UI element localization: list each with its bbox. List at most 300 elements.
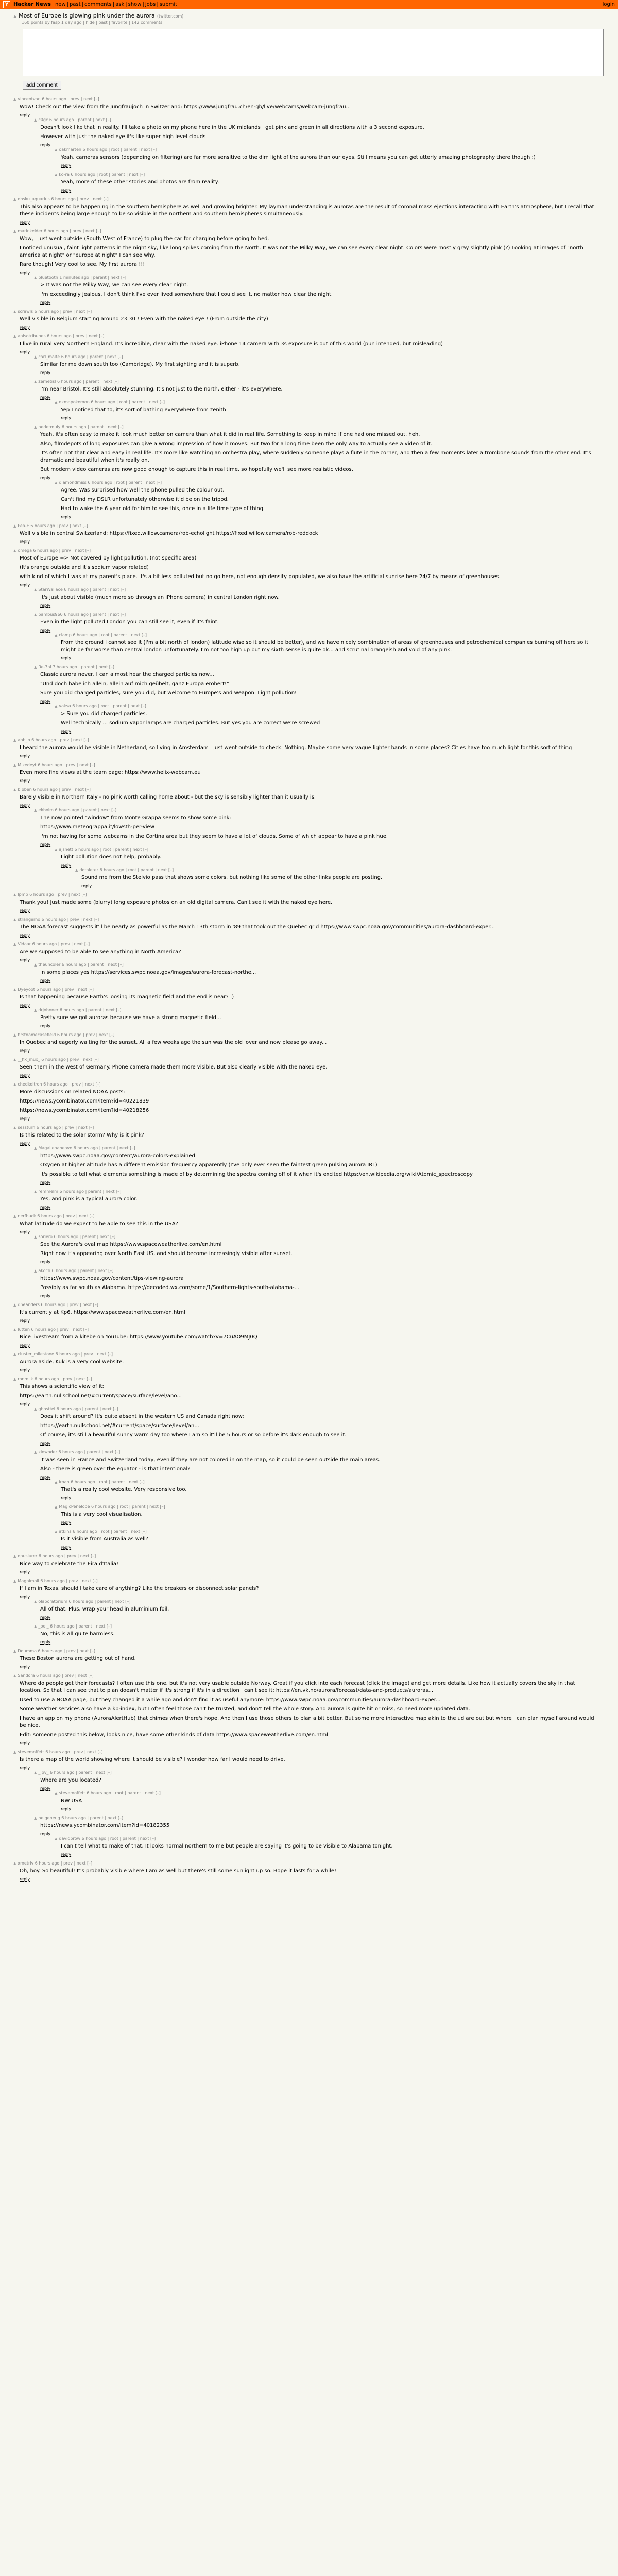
comment-paragraph: Of course, it's still a beautiful sunny warm day too where I am so it'll be 5 hours or so before it's dark enough to see it. (40, 1432, 347, 1438)
reply-link[interactable]: reply (61, 515, 72, 519)
upvote-arrow-icon[interactable]: ▲ (13, 14, 17, 19)
comment-meta[interactable]: __fix_mux_ 6 hours ago | prev | next [–] (18, 1057, 99, 1062)
upvote-arrow-icon[interactable]: ▲ (55, 704, 58, 708)
comment-paragraph: It's just about visible (much more so through an iPhone camera) in central London right now. (40, 595, 280, 600)
comment (55, 1529, 595, 1550)
comment-meta[interactable]: anisotribunes 6 hours ago | prev | next [–] (18, 334, 105, 338)
comment-paragraph[interactable]: Well visible in central Switzerland: https://fixed.willow.camera/rob-echolight https://fixed.willow.camera/rob-reddock (20, 531, 318, 536)
comment-header (55, 147, 595, 152)
upvote-arrow-icon[interactable]: ▲ (34, 1234, 37, 1239)
comment-paragraph: Had to wake the 6 year old for him to see this, once in a life time type of thing (61, 506, 264, 512)
add-comment-button[interactable]: add comment (23, 81, 61, 90)
comment-meta[interactable]: soriero 6 hours ago | parent | next [–] (38, 1234, 116, 1239)
upvote-arrow-icon[interactable]: ▲ (13, 892, 16, 897)
comment-textarea[interactable] (23, 29, 604, 76)
comment (13, 762, 595, 783)
reply-link[interactable]: reply (20, 1877, 30, 1882)
comment-header (34, 1268, 595, 1273)
comment-meta[interactable]: _ipv_ 6 hours ago | parent | next [–] (38, 1770, 112, 1775)
reply-link[interactable]: reply (20, 113, 30, 117)
comment-paragraph[interactable]: Nice livestream from a kitebe on YouTube: https://www.youtube.com/watch?v=7CuAO9MJ0Q (20, 1334, 258, 1340)
comment-body (40, 1275, 595, 1292)
comment-header (55, 1504, 595, 1509)
nav-link-new[interactable]: new (55, 2, 66, 7)
upvote-arrow-icon[interactable]: ▲ (34, 1406, 37, 1411)
comment-body (20, 948, 595, 956)
comment-meta[interactable]: Pea-E 6 hours ago | prev | next [–] (18, 523, 88, 528)
reply-link[interactable]: reply (20, 1766, 30, 1770)
reply-link[interactable]: reply (40, 1180, 51, 1185)
comment-paragraph[interactable]: https://earth.nullschool.net/#current/space/surface/level/ano... (20, 1393, 182, 1399)
upvote-arrow-icon[interactable]: ▲ (13, 987, 16, 992)
comment-meta[interactable]: remmelm 6 hours ago | parent | next [–] (38, 1189, 122, 1194)
upvote-arrow-icon[interactable]: ▲ (13, 1673, 16, 1678)
comment-meta[interactable]: c0gc 6 hours ago | parent | next [–] (38, 117, 111, 122)
comment-meta[interactable]: zernetisl 6 hours ago | parent | next [–] (38, 379, 119, 384)
upvote-arrow-icon[interactable]: ▲ (13, 762, 16, 767)
upvote-arrow-icon[interactable]: ▲ (34, 354, 37, 359)
comment-header (13, 1554, 595, 1558)
comment-paragraph: Agree. Was surprised how well the phone pulled the colour out. (61, 487, 225, 493)
comment-paragraph: If I am in Texas, should I take care of anything? Like the breakers or disconnect solar panels? (20, 1586, 259, 1591)
comment-paragraph: Oh, boy. So beautiful! It's probably visible where I am as well but there's still some sunlight up so. Hope it lasts for a while! (20, 1868, 336, 1874)
comment-body (61, 639, 595, 654)
comment-paragraph[interactable]: Where do people get their forecasts? I often use this one, but it's not very usable outside Norway. Great if you click into each forecast (click the image) and get more details. Like how it actually covers the sky in that location. So that I can see that to plan doesn't matter if it's strong if it's in a direction I can't see it: https://en.vk.no/aurora/forecast/data-and-products/auroras... (20, 1681, 575, 1693)
reply-link[interactable]: reply (40, 476, 51, 480)
reply-link[interactable]: reply (20, 1595, 30, 1599)
nav-separator: | (125, 2, 127, 7)
reply-link[interactable]: reply (20, 803, 30, 808)
nav-link-comments[interactable]: comments (84, 2, 112, 7)
upvote-arrow-icon[interactable]: ▲ (34, 1599, 37, 1604)
upvote-arrow-icon[interactable]: ▲ (34, 425, 37, 429)
upvote-arrow-icon[interactable]: ▲ (34, 962, 37, 967)
upvote-arrow-icon[interactable]: ▲ (34, 1624, 37, 1629)
reply-link[interactable]: reply (40, 628, 51, 633)
upvote-arrow-icon[interactable]: ▲ (13, 787, 16, 792)
reply-link[interactable]: reply (20, 1073, 30, 1078)
reply-link[interactable]: reply (61, 1520, 72, 1525)
comment-header (13, 787, 595, 792)
comment-meta[interactable]: obsku_aquarius 6 hours ago | prev | next [–] (18, 197, 109, 201)
reply-link[interactable]: reply (40, 842, 51, 847)
comment-meta[interactable]: ghosttel 6 hours ago | parent | next [–] (38, 1406, 118, 1411)
comment-body (61, 1798, 595, 1805)
upvote-arrow-icon[interactable]: ▲ (13, 197, 16, 201)
nav-link-past[interactable]: past (70, 2, 81, 7)
nav-link-submit[interactable]: submit (159, 2, 178, 7)
comment-meta[interactable]: Re-3al 7 hours ago | parent | next [–] (38, 665, 114, 669)
upvote-arrow-icon[interactable]: ▲ (13, 97, 16, 101)
upvote-arrow-icon[interactable]: ▲ (13, 334, 16, 338)
comment (34, 1450, 595, 1550)
comment-paragraph[interactable]: https://www.swpc.noaa.gov/content/tips-viewing-aurora (40, 1276, 184, 1281)
upvote-arrow-icon[interactable]: ▲ (13, 1032, 16, 1037)
reply-link[interactable]: reply (61, 656, 72, 660)
comment-meta[interactable]: oakmarten 6 hours ago | root | parent | next [–] (59, 147, 157, 152)
comment-body (61, 1536, 595, 1543)
comment-paragraph: Yeah, it's often easy to make it look much better on camera than what it did in real life. Something to keep in mind if one had one missed out, heh. (40, 432, 420, 437)
reply-link[interactable]: reply (20, 1402, 30, 1406)
reply-link[interactable]: reply (40, 1786, 51, 1791)
comment-paragraph[interactable]: It's possible to tell what elements something is made of by determining the spectra coming off of it when it's excited https://en.wikipedia.org/wiki/Atomic_spectroscopy (40, 1172, 473, 1177)
site-name-link[interactable]: Hacker News (13, 2, 51, 7)
reply-link[interactable]: reply (20, 583, 30, 587)
upvote-arrow-icon[interactable]: ▲ (55, 633, 58, 637)
comment-meta[interactable]: nerfbuck 6 hours ago | prev | next [–] (18, 1214, 95, 1218)
comment-meta[interactable]: atkins 6 hours ago | root | parent | next [–] (59, 1529, 147, 1534)
story-domain-link[interactable]: (twitter.com) (157, 14, 184, 19)
comment-meta[interactable]: Mikedeyt 6 hours ago | prev | next [–] (18, 762, 95, 767)
upvote-arrow-icon[interactable]: ▲ (34, 1008, 37, 1012)
upvote-arrow-icon[interactable]: ▲ (34, 587, 37, 592)
comment-meta[interactable]: firstnamecasefield 6 hours ago | prev | next [–] (18, 1032, 115, 1037)
comment-meta[interactable]: _pei_ 6 hours ago | parent | next [–] (38, 1624, 112, 1629)
upvote-arrow-icon[interactable]: ▲ (34, 808, 37, 812)
comment-meta[interactable]: marinkelder 6 hours ago | prev | next [–] (18, 229, 101, 233)
upvote-arrow-icon[interactable]: ▲ (34, 379, 37, 384)
comment-meta[interactable]: diamondmiss 6 hours ago | root | parent | next [–] (59, 480, 162, 485)
comment-header (55, 1529, 595, 1534)
comment-paragraph[interactable]: Wow! Check out the view from the Jungfraujoch in Switzerland: https://www.jungfrau.ch/en-gb/live/webcams/webcam-jungfrau... (20, 104, 351, 110)
upvote-arrow-icon[interactable]: ▲ (34, 275, 37, 280)
comment-paragraph[interactable]: https://news.ycombinator.com/item?id=40221839 (20, 1098, 149, 1104)
upvote-arrow-icon[interactable]: ▲ (55, 172, 58, 177)
reply-link[interactable]: reply (61, 163, 72, 168)
upvote-arrow-icon[interactable]: ▲ (13, 1352, 16, 1357)
comment-paragraph[interactable]: Possibly as far south as Alabama. https://decoded.wx.com/some/1/Southern-lights-south-alabama-... (40, 1285, 300, 1291)
comment-body (40, 1241, 595, 1258)
comment-meta[interactable]: StarWallace 6 hours ago | parent | next [–] (38, 587, 126, 592)
reply-link[interactable]: reply (20, 778, 30, 783)
reply-link[interactable]: reply (40, 1294, 51, 1298)
comment (34, 1268, 595, 1298)
reply-link[interactable]: reply (61, 416, 72, 420)
reply-link[interactable]: reply (61, 1852, 72, 1857)
comment-meta[interactable]: davidbrow 6 hours ago | root | parent | next [–] (59, 1836, 156, 1841)
comment-paragraph: I noticed unusual, faint light patterns in the night sky, like long spikes coming from the North. It was not the Milky Way, we can see every clear night. Colors were mostly gray slightly pink (?) Looking at images of "north america at night" or "europe at night" I can see why. (20, 245, 583, 258)
reply-link[interactable]: reply (40, 1475, 51, 1480)
upvote-arrow-icon[interactable]: ▲ (13, 1554, 16, 1558)
comment-paragraph[interactable]: Even more fine views at the team page: https://www.helix-webcam.eu (20, 770, 201, 775)
upvote-arrow-icon[interactable]: ▲ (13, 1125, 16, 1130)
reply-link[interactable]: reply (40, 300, 51, 305)
comment-replies (34, 1234, 595, 1298)
comment-meta[interactable]: strangerno 6 hours ago | prev | next [–] (18, 917, 99, 922)
reply-link[interactable]: reply (20, 1048, 30, 1053)
comment (13, 1861, 595, 1882)
upvote-arrow-icon[interactable]: ▲ (55, 1480, 58, 1484)
upvote-arrow-icon[interactable]: ▲ (55, 400, 58, 404)
comment-header (13, 334, 595, 338)
reply-link[interactable]: reply (40, 978, 51, 983)
story-title-link[interactable]: Most of Europe is glowing pink under the aurora (19, 12, 155, 19)
reply-link[interactable]: reply (40, 1615, 51, 1620)
reply-link[interactable]: reply (40, 143, 51, 147)
comment-body (61, 1843, 595, 1850)
reply-link[interactable]: reply (40, 1205, 51, 1210)
upvote-arrow-icon[interactable]: ▲ (34, 612, 37, 617)
reply-link[interactable]: reply (40, 1640, 51, 1645)
comment-body (40, 1014, 595, 1022)
reply-link[interactable]: reply (20, 1003, 30, 1008)
reply-link[interactable]: reply (81, 884, 92, 888)
comment-header (13, 1302, 595, 1307)
upvote-arrow-icon[interactable]: ▲ (34, 1770, 37, 1775)
reply-link[interactable]: reply (20, 754, 30, 758)
reply-link[interactable]: reply (40, 699, 51, 704)
reply-link[interactable]: reply (20, 933, 30, 938)
upvote-arrow-icon[interactable]: ▲ (55, 1791, 58, 1795)
comment-meta[interactable]: cluster_milestone 6 hours ago | prev | next [–] (18, 1352, 113, 1357)
comment-body (40, 1413, 595, 1439)
upvote-arrow-icon[interactable]: ▲ (13, 1302, 16, 1307)
reply-link[interactable]: reply (20, 1570, 30, 1574)
comment-meta[interactable]: opuslurer 6 hours ago | prev | next [–] (18, 1554, 96, 1558)
comment-meta[interactable]: ronmilk 6 hours ago | prev | next [–] (18, 1377, 92, 1381)
comment-header (34, 962, 595, 967)
upvote-arrow-icon[interactable]: ▲ (34, 1189, 37, 1194)
comment-meta[interactable]: stevemoffett 6 hours ago | prev | next [–] (18, 1750, 103, 1754)
comment-body (20, 1334, 595, 1341)
comment (55, 1791, 595, 1811)
comment-paragraph: Doesn't look like that in reality. I'll take a photo on my phone here in the UK midlands I get pink and green in all directions with a 3 second exposure. (40, 125, 424, 130)
comment-header (55, 1836, 595, 1841)
upvote-arrow-icon[interactable]: ▲ (13, 1327, 16, 1332)
comment-meta[interactable]: drjohnner 6 hours ago | parent | next [–] (38, 1008, 122, 1012)
upvote-arrow-icon[interactable]: ▲ (13, 523, 16, 528)
comment-meta[interactable]: bambus960 6 hours ago | parent | next [–] (38, 612, 126, 617)
upvote-arrow-icon[interactable]: ▲ (55, 147, 58, 152)
comment-meta[interactable]: stevemoffett 6 hours ago | root | parent | next [–] (59, 1791, 161, 1795)
comment (13, 917, 595, 938)
comment-body (40, 671, 595, 697)
comment (34, 117, 595, 193)
upvote-arrow-icon[interactable]: ▲ (55, 480, 58, 485)
comment-body (40, 361, 595, 368)
comment-paragraph: Well visible in Belgium starting around 23:30 ! Even with the naked eye ! (From outside the city) (20, 316, 268, 322)
comment-meta[interactable]: sessturn 6 hours ago | prev | next [–] (18, 1125, 94, 1130)
reply-link[interactable]: reply (40, 1260, 51, 1264)
comment-body (20, 341, 595, 348)
comment-body (61, 179, 595, 186)
comment (13, 1214, 595, 1298)
nav-link-ask[interactable]: ask (115, 2, 125, 7)
upvote-arrow-icon[interactable]: ▲ (13, 1082, 16, 1087)
upvote-arrow-icon[interactable]: ▲ (34, 1146, 37, 1150)
comment-body (20, 1132, 595, 1139)
comment-meta[interactable]: Vidaar 6 hours ago | prev | next [–] (18, 942, 90, 946)
comment-meta[interactable]: olaboratorium 6 hours ago | parent | next [–] (38, 1599, 131, 1604)
reply-link[interactable]: reply (20, 539, 30, 544)
reply-link[interactable]: reply (40, 1024, 51, 1028)
comment-header (55, 1480, 595, 1484)
comment-paragraph: Sound me from the Stelvio pass that shows some colors, but nothing like some of the other links people are posting. (81, 875, 383, 880)
upvote-arrow-icon[interactable]: ▲ (13, 1579, 16, 1583)
comment-header (13, 1377, 595, 1381)
upvote-arrow-icon[interactable]: ▲ (55, 847, 58, 852)
comment-meta[interactable]: Magallenaheave 6 hours ago | parent | next [–] (38, 1146, 135, 1150)
comment-paragraph[interactable]: https://earth.nullschool.net/#current/space/surface/level/an... (40, 1423, 199, 1429)
comment-header (34, 808, 595, 812)
comment-meta[interactable]: nedetmuly 6 hours ago | parent | next [–] (38, 425, 124, 429)
comment-meta[interactable]: omega 6 hours ago | prev | next [–] (18, 548, 91, 553)
comment-header (13, 738, 595, 742)
comment-meta[interactable]: theuncoler 6 hours ago | parent | next [–] (38, 962, 124, 967)
reply-link[interactable]: reply (20, 1665, 30, 1669)
comment-header (13, 523, 595, 528)
comment-body (20, 1561, 595, 1568)
reply-link[interactable]: reply (61, 1545, 72, 1550)
comment-header (13, 97, 595, 101)
reply-link[interactable]: reply (20, 350, 30, 354)
reply-link[interactable]: reply (40, 1441, 51, 1446)
reply-link[interactable]: reply (20, 908, 30, 913)
reply-link[interactable]: reply (20, 1318, 30, 1323)
comment-meta[interactable]: scrawls 6 hours ago | prev | next [–] (18, 309, 92, 314)
nav-link-show[interactable]: show (128, 2, 142, 7)
comment-paragraph[interactable]: See the Aurora's oval map https://www.spaceweatherlive.com/en.html (40, 1242, 222, 1247)
comment-meta[interactable]: helgeneug 6 hours ago | parent | next [–] (38, 1816, 124, 1820)
comment-meta[interactable]: MagicPenelope 6 hours ago | root | parent | next [–] (59, 1504, 165, 1509)
upvote-arrow-icon[interactable]: ▲ (13, 738, 16, 742)
comment-meta[interactable]: vaksa 6 hours ago | root | parent | next [–] (59, 704, 146, 708)
upvote-arrow-icon[interactable]: ▲ (13, 1649, 16, 1653)
reply-link[interactable]: reply (61, 863, 72, 868)
upvote-arrow-icon[interactable]: ▲ (55, 1529, 58, 1534)
reply-link[interactable]: reply (40, 603, 51, 608)
upvote-arrow-icon[interactable]: ▲ (34, 665, 37, 669)
upvote-arrow-icon[interactable]: ▲ (13, 1861, 16, 1866)
comment-paragraph[interactable]: https://www.swpc.noaa.gov/content/aurora-colors-explained (40, 1153, 195, 1159)
comment-meta[interactable]: akoch 6 hours ago | parent | next [–] (38, 1268, 114, 1273)
login-link[interactable]: login (602, 2, 615, 7)
comment-body (40, 282, 595, 298)
upvote-arrow-icon[interactable]: ▲ (55, 1836, 58, 1841)
reply-link[interactable]: reply (20, 270, 30, 275)
comment-meta[interactable]: abb_b 6 hours ago | prev | next [–] (18, 738, 89, 742)
upvote-arrow-icon[interactable]: ▲ (13, 1214, 16, 1218)
reply-link[interactable]: reply (61, 1496, 72, 1500)
upvote-arrow-icon[interactable]: ▲ (34, 1450, 37, 1454)
comment-paragraph[interactable]: Edit: someone posted this below, looks nice, have some other kinds of data https://www.spaceweatherlive.com/en.html (20, 1732, 328, 1738)
comment-meta[interactable]: lutten 6 hours ago | prev | next [–] (18, 1327, 89, 1332)
upvote-arrow-icon[interactable]: ▲ (34, 1268, 37, 1273)
comment (13, 1579, 595, 1645)
comment-meta[interactable]: xmetriv 6 hours ago | prev | next [–] (18, 1861, 93, 1866)
comment-body (40, 1631, 595, 1638)
comment-meta[interactable]: Magnimoll 6 hours ago | prev | next [–] (18, 1579, 98, 1583)
comment-replies (34, 1146, 595, 1210)
comment-paragraph[interactable]: https://www.meteograppa.it/lowsth-per-view (40, 824, 154, 830)
comment-header (34, 1624, 595, 1629)
comment-body (20, 204, 595, 218)
site-logo-icon[interactable]: Y (3, 1, 10, 8)
reply-link[interactable]: reply (20, 1343, 30, 1348)
reply-link[interactable]: reply (61, 1807, 72, 1811)
upvote-arrow-icon[interactable]: ▲ (75, 868, 78, 872)
reply-link[interactable]: reply (61, 729, 72, 734)
comment-meta[interactable]: vincentvan 6 hours ago | prev | next [–] (18, 97, 99, 101)
upvote-arrow-icon[interactable]: ▲ (13, 1750, 16, 1754)
comment-replies (34, 1599, 595, 1645)
upvote-arrow-icon[interactable]: ▲ (34, 117, 37, 122)
comment-body (20, 769, 595, 776)
reply-link[interactable]: reply (40, 370, 51, 375)
comment-paragraph[interactable]: Used to use a NOAA page, but they changed it a while ago and don't find it as useful anymore: https://www.swpc.noaa.gov/communities/aurora-dashboard-exper... (20, 1697, 441, 1703)
comment (55, 147, 595, 168)
comment-meta[interactable]: dkmapokemon 6 hours ago | root | parent | next [–] (59, 400, 165, 404)
reply-link[interactable]: reply (20, 958, 30, 962)
reply-link[interactable]: reply (20, 1116, 30, 1121)
comment-header (34, 1189, 595, 1194)
comment-meta[interactable]: dheanders 6 hours ago | prev | next [–] (18, 1302, 98, 1307)
comment-meta[interactable]: kiowoder 6 hours ago | parent | next [–] (38, 1450, 121, 1454)
comment-meta[interactable]: bluetooth 1 minutes ago | parent | next [–] (38, 275, 127, 280)
upvote-arrow-icon[interactable]: ▲ (13, 942, 16, 946)
comment (13, 1352, 595, 1372)
comment-meta[interactable]: ko-ra 6 hours ago | root | parent | next [–] (59, 172, 145, 177)
upvote-arrow-icon[interactable]: ▲ (55, 1504, 58, 1509)
comment (13, 1302, 595, 1323)
comment-meta[interactable]: chedkeltron 6 hours ago | prev | next [–] (18, 1082, 101, 1087)
upvote-arrow-icon[interactable]: ▲ (13, 1057, 16, 1062)
comment-meta[interactable]: Dyeyoot 6 hours ago | prev | next [–] (18, 987, 94, 992)
comment-meta[interactable]: ekholm 6 hours ago | parent | next [–] (38, 808, 117, 812)
upvote-arrow-icon[interactable]: ▲ (13, 229, 16, 233)
comment-paragraph[interactable]: In some places yes https://services.swpc.noaa.gov/images/aurora-forecast-northe... (40, 970, 256, 975)
upvote-arrow-icon[interactable]: ▲ (13, 309, 16, 314)
comment-paragraph: Sure you did charged particles, sure you did, but welcome to Europe's and weapon: Light pollution! (40, 690, 297, 696)
reply-link[interactable]: reply (61, 188, 72, 193)
comment-header (13, 1352, 595, 1357)
comment-meta[interactable]: carl_malte 6 hours ago | parent | next [–] (38, 354, 123, 359)
comment-meta[interactable]: iroah 6 hours ago | root | parent | next [–] (59, 1480, 145, 1484)
upvote-arrow-icon[interactable]: ▲ (34, 1816, 37, 1820)
comment-header (13, 548, 595, 553)
upvote-arrow-icon[interactable]: ▲ (13, 1377, 16, 1381)
comment-body (20, 530, 595, 537)
comment (13, 892, 595, 913)
comment-replies (55, 633, 595, 660)
reply-link[interactable]: reply (20, 1141, 30, 1146)
reply-link[interactable]: reply (20, 1741, 30, 1745)
upvote-arrow-icon[interactable]: ▲ (13, 548, 16, 553)
comment-meta[interactable]: Sandora 6 hours ago | prev | next [–] (18, 1673, 94, 1678)
comment-paragraph[interactable]: It's currently at Kp6. https://www.spaceweatherlive.com/en.html (20, 1310, 185, 1315)
comment-paragraph[interactable]: The NOAA forecast suggests it'll be nearly as powerful as the March 13th storm in '89 that took out the Quebec grid https://www.swpc.noaa.gov/communities/aurora-dashboard-exper... (20, 924, 495, 930)
reply-link[interactable]: reply (20, 220, 30, 225)
comment-paragraph[interactable]: https://news.ycombinator.com/item?id=40182355 (40, 1823, 170, 1828)
upvote-arrow-icon[interactable]: ▲ (13, 917, 16, 922)
comment-paragraph: But modern video cameras are now good enough to capture this in real time, so hopefully we'll see more realistic videos. (40, 467, 353, 472)
comment-meta[interactable]: lpmp 6 hours ago | prev | next [–] (18, 892, 87, 897)
reply-link[interactable]: reply (20, 1368, 30, 1372)
reply-link[interactable]: reply (20, 325, 30, 330)
nav-link-jobs[interactable]: jobs (145, 2, 156, 7)
comment-header (13, 1125, 595, 1130)
comment-paragraph: Yep I noticed that to, it's sort of bathing everywhere from zenith (61, 407, 226, 413)
comment-meta[interactable]: bibben 6 hours ago | prev | next [–] (18, 787, 91, 792)
comment-meta[interactable]: ajsnett 6 hours ago | root | parent | next [–] (59, 847, 149, 852)
reply-link[interactable]: reply (20, 1230, 30, 1234)
comment-paragraph[interactable]: https://news.ycombinator.com/item?id=40218256 (20, 1108, 149, 1113)
reply-link[interactable]: reply (40, 1832, 51, 1836)
comment-meta[interactable]: clamp 6 hours ago | root | parent | next [–] (59, 633, 147, 637)
comment-meta[interactable]: Doumma 6 hours ago | prev | next [–] (18, 1649, 96, 1653)
reply-link[interactable]: reply (40, 395, 51, 400)
comment-meta[interactable]: dotaleter 6 hours ago | root | parent | next [–] (79, 868, 174, 872)
